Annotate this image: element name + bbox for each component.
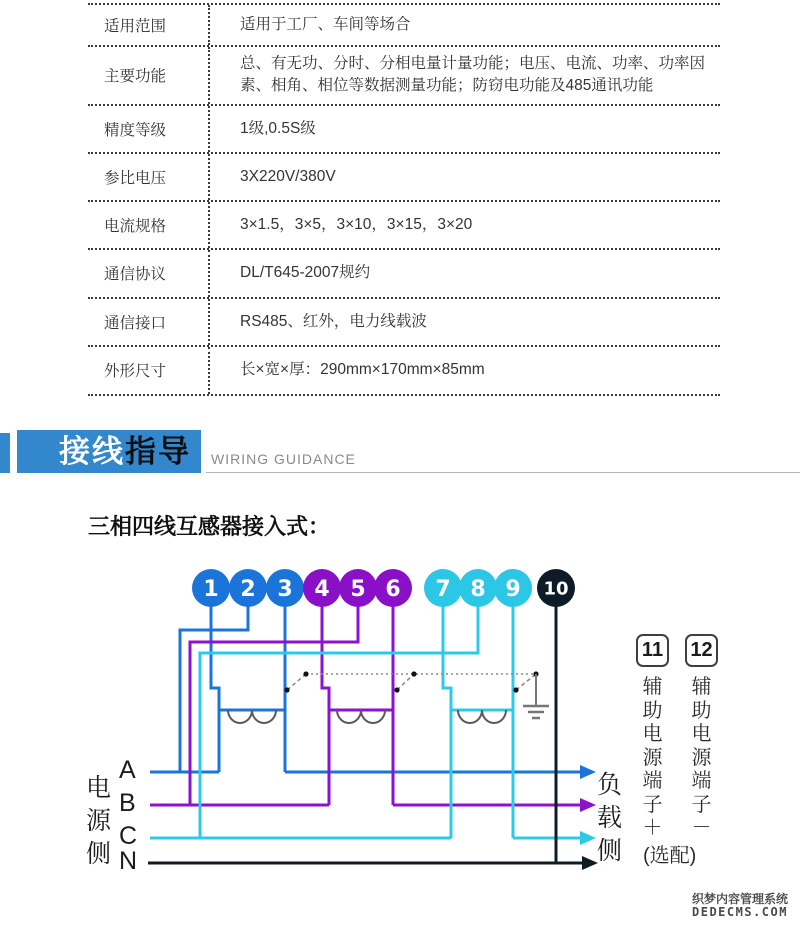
terminal-number: 2 — [240, 576, 256, 602]
spec-row-label: 电流规格 — [88, 202, 210, 248]
terminal-number: 5 — [350, 576, 366, 602]
phase-label-c: C — [119, 822, 138, 850]
aux-optional-note: (选配) — [643, 845, 697, 867]
ct-coil-symbols — [228, 710, 506, 723]
phase-a-wires — [150, 600, 596, 779]
spec-row-label: 通信接口 — [88, 299, 210, 345]
spec-row-label: 适用范围 — [88, 5, 210, 45]
aux-terminal-caption: 辅助电源端子＋ — [642, 676, 663, 839]
section-title-zh-primary: 接线 — [59, 434, 125, 469]
terminal-number: 1 — [203, 576, 219, 602]
aux-terminal-caption: 辅助电源端子－ — [691, 676, 712, 839]
spec-row-label: 外形尺寸 — [88, 347, 210, 394]
spec-row-value: 3×1.5，3×5，3×10，3×15，3×20 — [240, 215, 473, 233]
watermark-zh: 织梦内容管理系统 — [691, 892, 788, 906]
terminal-number: 10 — [543, 578, 569, 600]
section-title-zh-secondary: 指导 — [125, 434, 191, 469]
terminal-circles — [192, 569, 575, 607]
terminal-number: 4 — [314, 576, 330, 602]
terminal-number: 8 — [470, 576, 486, 602]
spec-row-label: 参比电压 — [88, 154, 210, 200]
spec-row-value: 1级,0.5S级 — [240, 119, 316, 137]
supply-side-label: 电源侧 — [85, 774, 111, 868]
terminal-number: 9 — [505, 576, 521, 602]
load-side-label: 负载侧 — [596, 771, 622, 865]
spec-row-value: 3X220V/380V — [240, 167, 336, 185]
aux-terminal-11: 11 — [636, 634, 669, 667]
terminal-number: 7 — [435, 576, 451, 602]
spec-row-label: 精度等级 — [88, 106, 210, 152]
watermark — [687, 892, 793, 919]
watermark-en: DEDECMS.COM — [692, 905, 788, 919]
spec-row-value: 适用于工厂、车间等场合 — [240, 15, 411, 33]
spec-row-label: 主要功能 — [88, 47, 210, 104]
spec-row-label: 通信协议 — [88, 250, 210, 297]
terminal-number: 3 — [277, 576, 293, 602]
spec-row-value: RS485、红外，电力线载波 — [240, 312, 427, 330]
phase-label-n: N — [119, 847, 138, 875]
phase-label-b: B — [119, 789, 136, 817]
terminal-number: 6 — [385, 576, 401, 602]
diagram-subtitle: 三相四线互感器接入式： — [88, 514, 331, 539]
spec-row-value: 总、有无功、分时、分相电量计量功能；电压、电流、功率、功率因素、相角、相位等数据测量功能；防窃电功能及485通讯功能 — [240, 55, 706, 95]
section-title-en: WIRING GUIDANCE — [211, 451, 356, 467]
phase-label-a: A — [119, 756, 136, 784]
spec-row-value: 长×宽×厚：290mm×170mm×85mm — [240, 361, 485, 379]
spec-row-value: DL/T645-2007规约 — [240, 264, 371, 282]
aux-terminal-12: 12 — [685, 634, 718, 667]
